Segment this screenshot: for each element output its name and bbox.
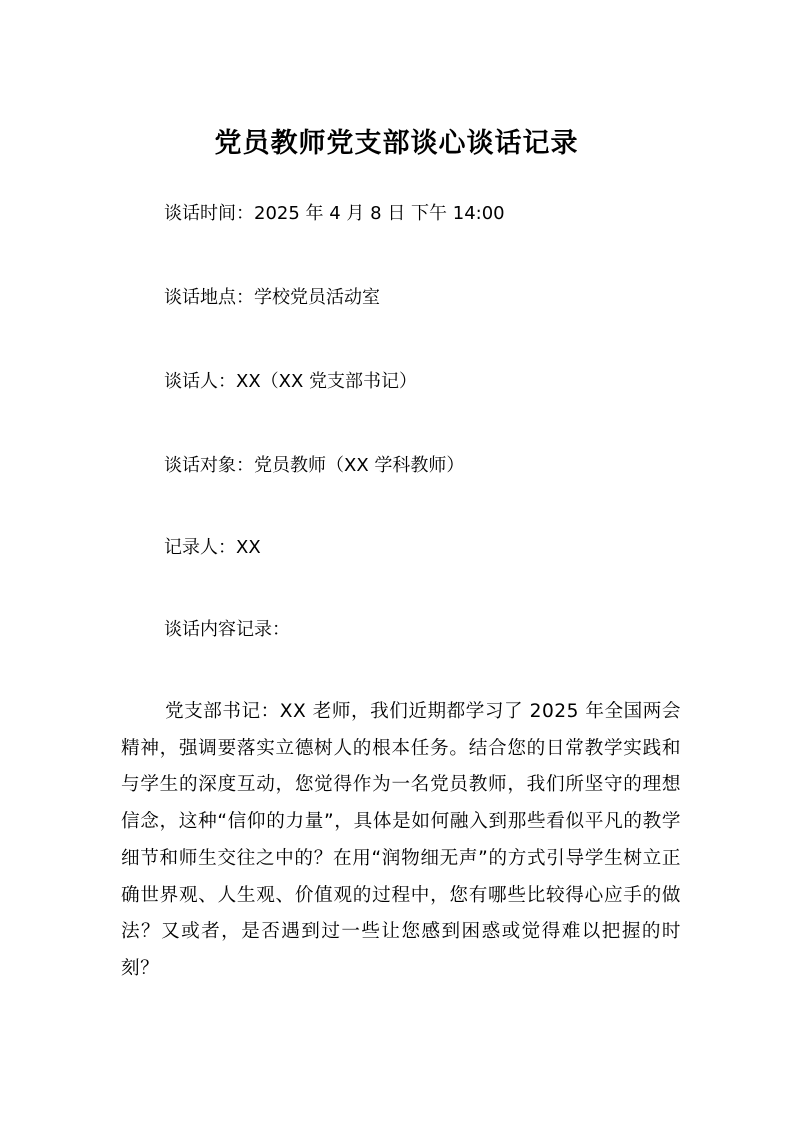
talk-time: 谈话时间：2025 年 4 月 8 日 下午 14:00 (164, 203, 505, 224)
talk-recorder: 记录人：XX (164, 537, 261, 558)
content-heading: 谈话内容记录： (164, 619, 290, 640)
body-paragraph: 党支部书记：XX 老师，我们近期都学习了 2025 年全国两会精神，强调要落实立德树人的根本任务。结合您的日常教学实践和与学生的深度互动，您觉得作为一名党员教师，我们所坚守的理想信念，这种“信仰的力量”，具体是如何融入到那些看似平凡的教学细节和师生交往之中的？在用“润物细无声”的方式引导学生树立正确世界观、人生观、价值观的过程中，您有哪些比较得心应手的做法？又或者，是否遇到过一些让您感到困惑或觉得难以把握的时刻？ (121, 701, 681, 979)
talk-place: 谈话地点：学校党员活动室 (164, 287, 380, 308)
talk-target: 谈话对象：党员教师（XX 学科教师） (164, 455, 465, 476)
document-title: 党员教师党支部谈心谈话记录 (214, 128, 579, 159)
talk-speaker: 谈话人：XX（XX 党支部书记） (164, 371, 418, 392)
